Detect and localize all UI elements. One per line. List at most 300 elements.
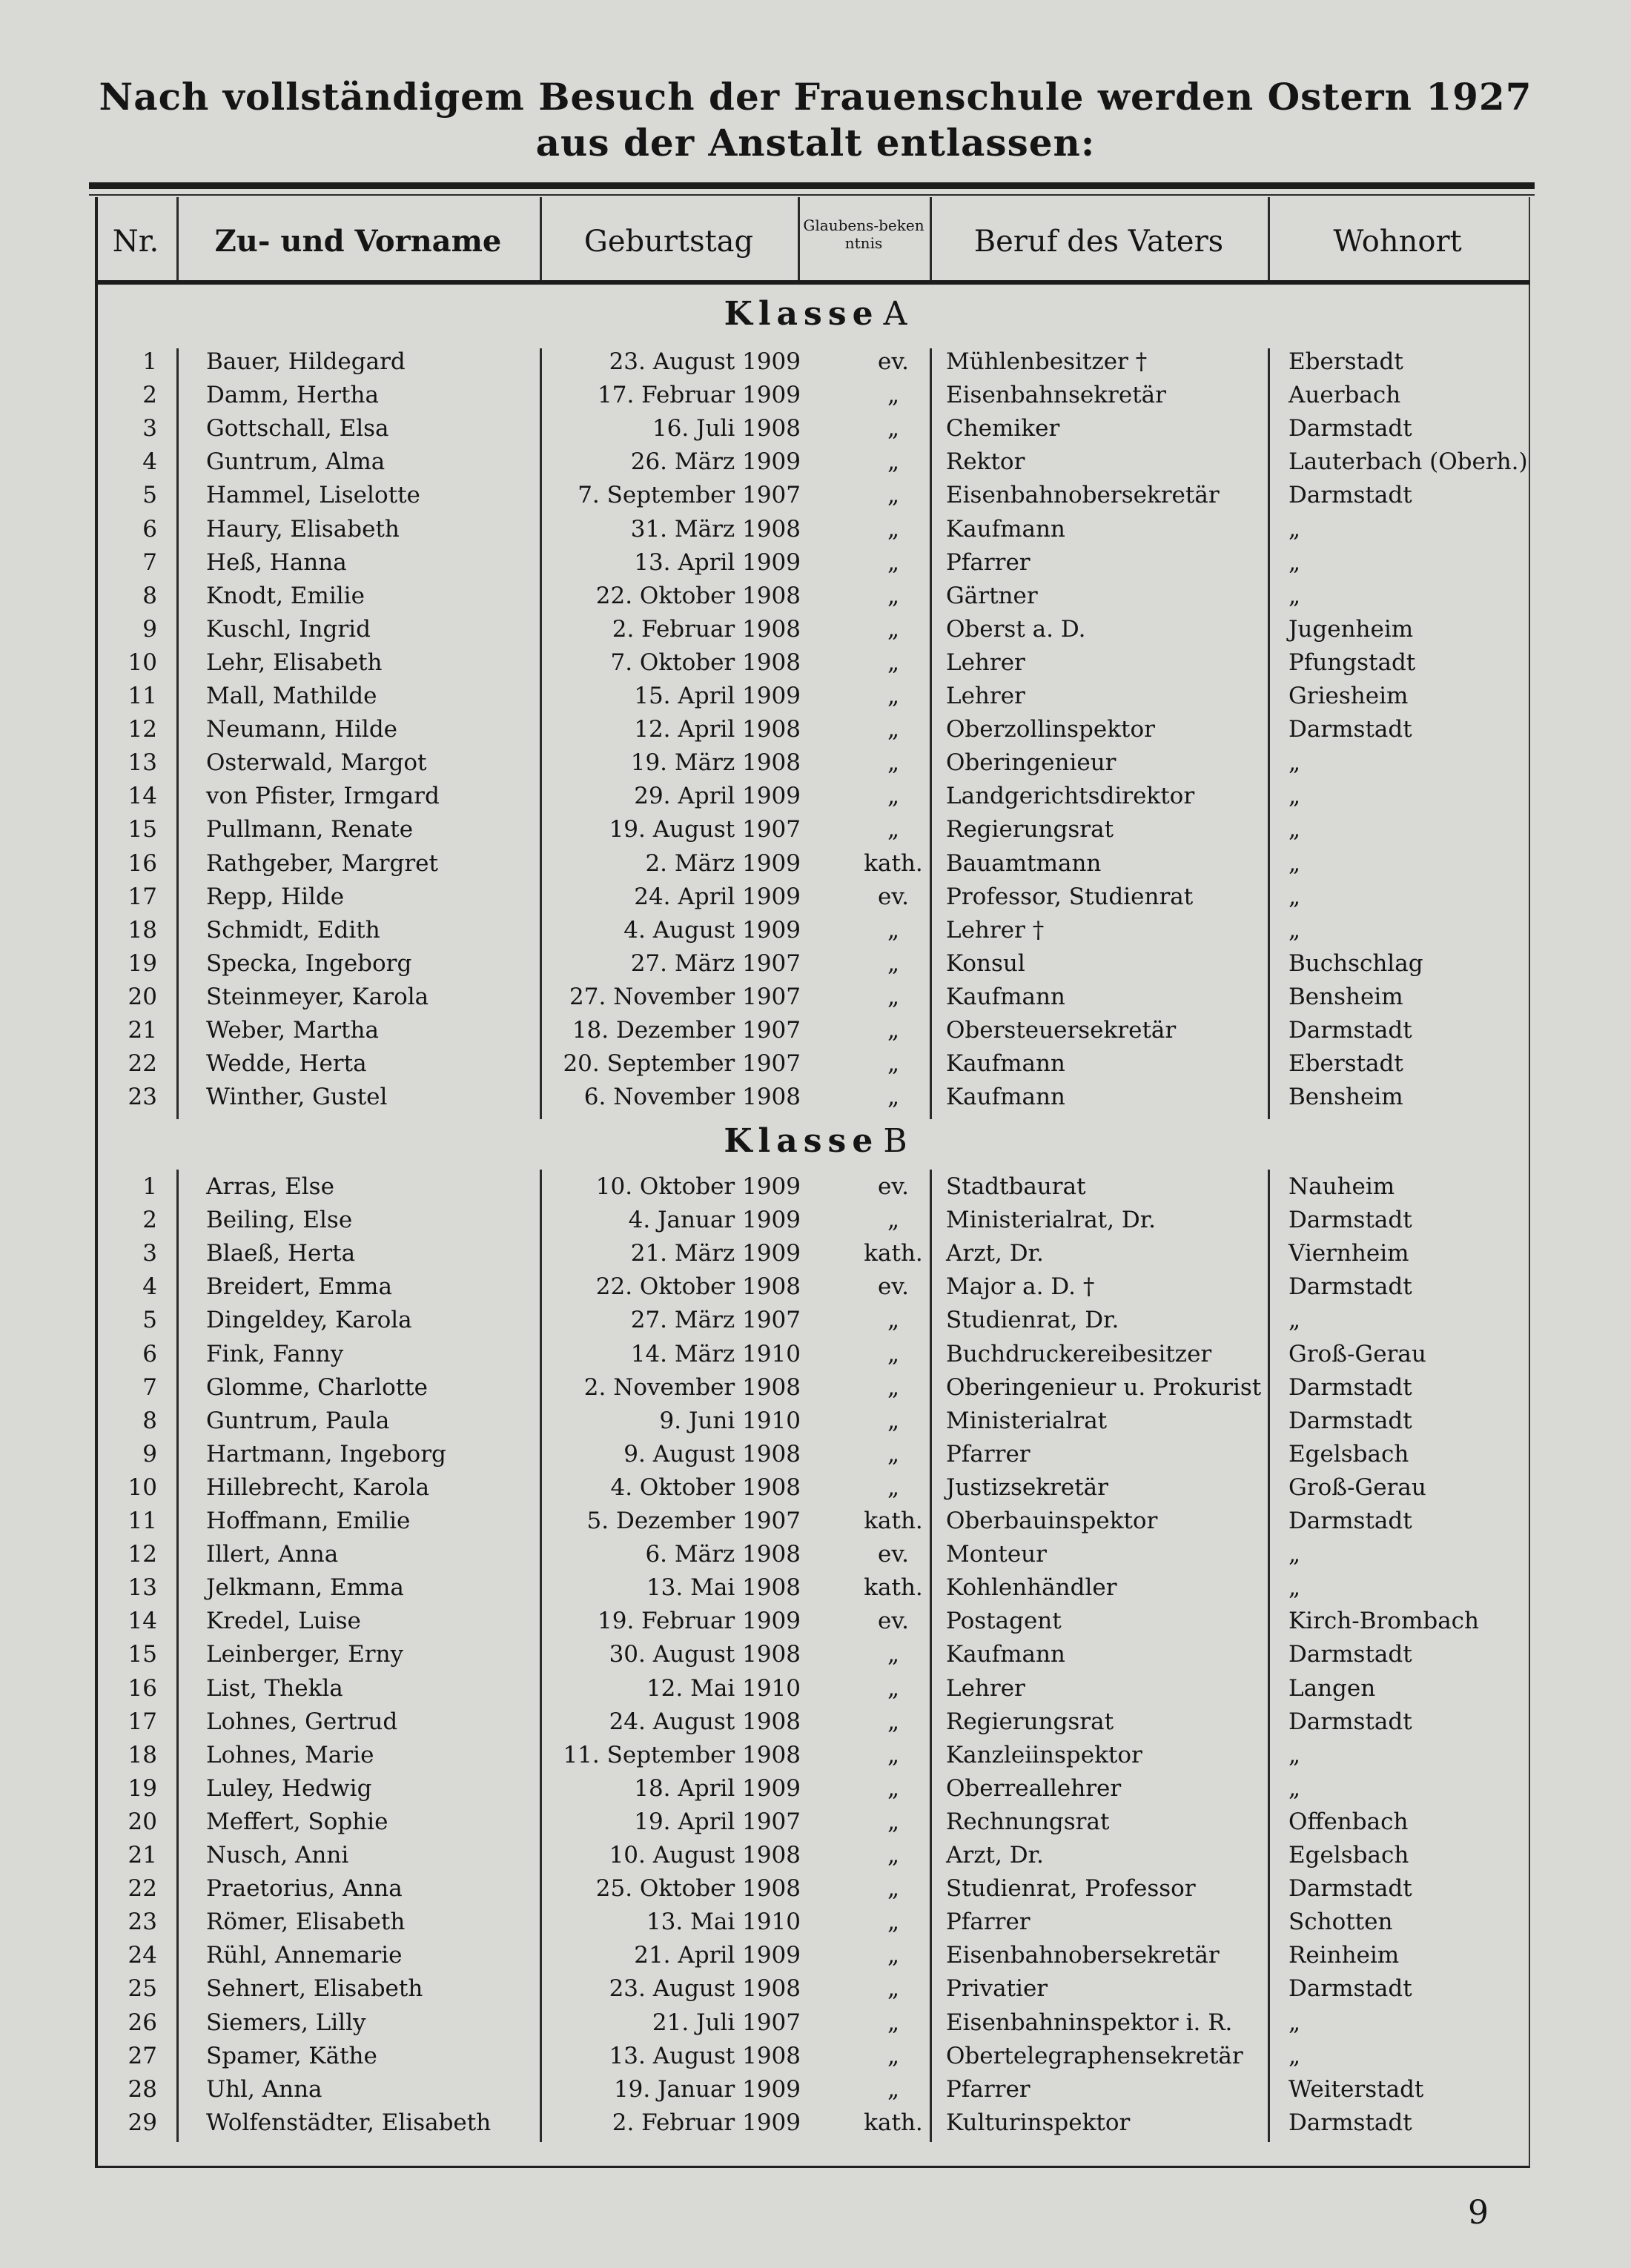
confession: „ — [887, 515, 900, 543]
table-row — [0, 1906, 1631, 1939]
residence: Buchschlag — [1288, 949, 1423, 977]
father-profession: Major a. D. † — [946, 1273, 1095, 1301]
student-name: Specka, Ingeborg — [206, 949, 412, 977]
confession: „ — [887, 1975, 900, 2003]
residence: „ — [1288, 1307, 1301, 1334]
father-profession: Pfarrer — [946, 1909, 1030, 1936]
student-name: Arras, Else — [206, 1173, 334, 1200]
father-profession: Arzt, Dr. — [946, 1842, 1044, 1869]
row-number: 6 — [142, 515, 157, 543]
father-profession: Konsul — [946, 949, 1025, 977]
birth-date: 15. April 1909 — [634, 683, 801, 709]
father-profession: Chemiker — [946, 415, 1060, 442]
table-row — [0, 1014, 1631, 1047]
student-name: Osterwald, Margot — [206, 749, 427, 777]
row-number: 2 — [142, 1207, 157, 1234]
student-name: Guntrum, Alma — [206, 448, 386, 476]
residence: Offenbach — [1288, 1808, 1409, 1835]
student-name: Hoffmann, Emilie — [206, 1508, 411, 1534]
table-row — [0, 1739, 1631, 1772]
table-row — [0, 1338, 1631, 1371]
birth-date: 21. März 1909 — [630, 1240, 801, 1267]
confession: „ — [887, 1909, 900, 1936]
student-name: Sehnert, Elisabeth — [206, 1975, 423, 2003]
page-title — [0, 74, 1631, 166]
student-name: von Pfister, Irmgard — [206, 783, 440, 810]
table-row — [0, 1705, 1631, 1739]
row-number: 23 — [128, 1084, 157, 1111]
father-profession: Regierungsrat — [946, 816, 1114, 843]
residence: Eberstadt — [1288, 1050, 1403, 1078]
father-profession: Justizsekretär — [946, 1473, 1108, 1501]
father-profession: Oberreallehrer — [946, 1774, 1122, 1802]
residence: Egelsbach — [1288, 1440, 1409, 1468]
confession: kath. — [864, 1240, 923, 1267]
birth-date: 14. März 1910 — [630, 1340, 801, 1367]
confession: „ — [887, 983, 900, 1010]
confession: „ — [887, 1307, 900, 1334]
confession: „ — [887, 1340, 900, 1367]
student-name: Rathgeber, Margret — [206, 849, 438, 877]
father-profession: Buchdruckereibesitzer — [946, 1340, 1212, 1367]
birth-date: 10. August 1908 — [609, 1842, 801, 1869]
father-profession: Kaufmann — [946, 1084, 1065, 1111]
section-class-a — [0, 295, 1631, 333]
row-number: 2 — [142, 382, 157, 409]
confession: „ — [887, 916, 900, 944]
title-line-1: Nach vollständigem Besuch der Frauenschule werden Ostern 1927 — [99, 75, 1532, 119]
residence: Pfungstadt — [1288, 649, 1416, 676]
header-residence: Wohnort — [1333, 225, 1462, 259]
table-row — [0, 646, 1631, 680]
section-class-b — [0, 1122, 1631, 1160]
row-number: 8 — [142, 1407, 157, 1434]
table-row — [0, 479, 1631, 512]
father-profession: Oberingenieur — [946, 749, 1116, 777]
header-nr: Nr. — [112, 225, 159, 259]
student-name: Illert, Anna — [206, 1541, 339, 1568]
residence: Darmstadt — [1288, 2109, 1412, 2136]
row-number: 16 — [128, 1674, 157, 1702]
confession: „ — [887, 482, 900, 509]
row-number: 10 — [128, 1473, 157, 1501]
birth-date: 18. Dezember 1907 — [572, 1017, 801, 1044]
table-row — [0, 1638, 1631, 1671]
table-row — [0, 412, 1631, 445]
header-separator — [95, 280, 1530, 285]
row-number: 22 — [128, 1050, 157, 1078]
table-row — [0, 1772, 1631, 1806]
row-number: 13 — [128, 749, 157, 777]
student-name: Weber, Martha — [206, 1017, 379, 1044]
confession: „ — [887, 1942, 900, 1969]
birth-date: 11. September 1908 — [563, 1741, 801, 1768]
student-name: Kuschl, Ingrid — [206, 615, 371, 643]
confession: „ — [887, 1741, 900, 1768]
student-name: Kredel, Luise — [206, 1608, 361, 1635]
table-row — [0, 1872, 1631, 1906]
student-name: Leinberger, Erny — [206, 1641, 404, 1668]
row-number: 21 — [128, 1017, 157, 1044]
table-row — [0, 881, 1631, 914]
birth-date: 22. Oktober 1908 — [595, 1273, 801, 1301]
residence: „ — [1288, 2009, 1301, 2036]
father-profession: Oberingenieur u. Prokurist — [946, 1373, 1262, 1401]
father-profession: Studienrat, Professor — [946, 1875, 1196, 1903]
residence: Darmstadt — [1288, 1207, 1412, 1234]
table-row — [0, 1270, 1631, 1304]
section-label: Klasse — [724, 1122, 879, 1160]
table-row — [0, 1939, 1631, 1972]
row-number: 12 — [128, 716, 157, 743]
student-name: Steinmeyer, Karola — [206, 983, 429, 1010]
birth-date: 18. April 1909 — [634, 1774, 801, 1802]
residence: Kirch-Brombach — [1288, 1608, 1480, 1635]
table-row — [0, 1405, 1631, 1438]
residence: Langen — [1288, 1674, 1376, 1702]
table-row — [0, 379, 1631, 412]
residence: „ — [1288, 883, 1301, 910]
row-number: 18 — [128, 916, 157, 944]
student-name: Damm, Hertha — [206, 382, 379, 409]
table-row — [0, 1371, 1631, 1405]
confession: „ — [887, 1774, 900, 1802]
student-name: Römer, Elisabeth — [206, 1909, 406, 1936]
table-row — [0, 1438, 1631, 1471]
row-number: 24 — [128, 1942, 157, 1969]
table-row — [0, 445, 1631, 479]
section-letter: B — [883, 1122, 907, 1160]
confession: kath. — [864, 1508, 923, 1534]
table-row — [0, 345, 1631, 379]
table-row — [0, 713, 1631, 746]
top-rule-thin — [89, 194, 1535, 196]
student-name: Uhl, Anna — [206, 2075, 322, 2103]
row-number: 6 — [142, 1340, 157, 1367]
confession: „ — [887, 1407, 900, 1434]
father-profession: Oberbauinspektor — [946, 1508, 1158, 1534]
residence: Groß-Gerau — [1288, 1340, 1426, 1367]
father-profession: Bauamtmann — [946, 849, 1102, 877]
residence: „ — [1288, 1774, 1301, 1802]
father-profession: Studienrat, Dr. — [946, 1307, 1119, 1334]
birth-date: 10. Oktober 1909 — [595, 1173, 801, 1200]
residence: Darmstadt — [1288, 482, 1412, 509]
father-profession: Lehrer — [946, 649, 1025, 676]
residence: Reinheim — [1288, 1942, 1400, 1969]
birth-date: 16. Juli 1908 — [652, 415, 801, 442]
birth-date: 21. April 1909 — [634, 1942, 801, 1969]
table-row — [0, 1839, 1631, 1872]
birth-date: 7. Oktober 1908 — [610, 649, 801, 676]
father-profession: Pfarrer — [946, 1440, 1030, 1468]
row-number: 3 — [142, 415, 157, 442]
student-name: Breidert, Emma — [206, 1273, 392, 1301]
birth-date: 31. März 1908 — [630, 515, 801, 543]
student-name: Praetorius, Anna — [206, 1875, 403, 1903]
student-name: Gottschall, Elsa — [206, 415, 389, 442]
confession: „ — [887, 649, 900, 676]
table-row — [0, 613, 1631, 646]
birth-date: 25. Oktober 1908 — [595, 1875, 801, 1903]
row-number: 10 — [128, 649, 157, 676]
row-number: 11 — [128, 683, 157, 709]
confession: „ — [887, 1875, 900, 1903]
table-row — [0, 2073, 1631, 2106]
table-row — [0, 1047, 1631, 1081]
father-profession: Privatier — [946, 1975, 1048, 2003]
residence: Darmstadt — [1288, 1708, 1412, 1735]
student-name: Siemers, Lilly — [206, 2009, 366, 2036]
father-profession: Obertelegraphensekretär — [946, 2042, 1243, 2069]
confession: „ — [887, 816, 900, 843]
birth-date: 2. Februar 1909 — [612, 2109, 801, 2136]
student-name: Heß, Hanna — [206, 548, 347, 576]
father-profession: Ministerialrat, Dr. — [946, 1207, 1156, 1234]
residence: Nauheim — [1288, 1173, 1395, 1200]
father-profession: Obersteuersekretär — [946, 1017, 1177, 1044]
row-number: 14 — [128, 1608, 157, 1635]
father-profession: Monteur — [946, 1541, 1047, 1568]
birth-date: 13. April 1909 — [634, 548, 801, 576]
row-number: 4 — [142, 448, 157, 476]
student-name: Hillebrecht, Karola — [206, 1473, 430, 1501]
row-number: 7 — [142, 1373, 157, 1401]
father-profession: Kaufmann — [946, 515, 1065, 543]
student-name: Mall, Mathilde — [206, 683, 377, 709]
birth-date: 13. Mai 1910 — [646, 1909, 801, 1936]
row-number: 18 — [128, 1741, 157, 1768]
row-number: 3 — [142, 1240, 157, 1267]
confession: „ — [887, 1440, 900, 1468]
table-row — [0, 680, 1631, 713]
row-number: 15 — [128, 1641, 157, 1668]
table-row — [0, 1806, 1631, 1839]
row-number: 26 — [128, 2009, 157, 2036]
birth-date: 24. April 1909 — [634, 883, 801, 910]
confession: „ — [887, 2042, 900, 2069]
residence: „ — [1288, 1574, 1301, 1602]
father-profession: Oberst a. D. — [946, 615, 1086, 643]
birth-date: 5. Dezember 1907 — [586, 1508, 801, 1534]
row-number: 20 — [128, 983, 157, 1010]
residence: Egelsbach — [1288, 1842, 1409, 1869]
birth-date: 4. August 1909 — [623, 916, 801, 944]
student-name: Bauer, Hildegard — [206, 348, 406, 375]
table-row — [0, 1204, 1631, 1237]
row-number: 13 — [128, 1574, 157, 1602]
student-name: Spamer, Käthe — [206, 2042, 377, 2069]
father-profession: Regierungsrat — [946, 1708, 1114, 1735]
birth-date: 9. August 1908 — [623, 1440, 801, 1468]
row-number: 1 — [142, 348, 157, 375]
header-birthday: Geburtstag — [583, 225, 754, 259]
confession: „ — [887, 1373, 900, 1401]
student-name: Blaeß, Herta — [206, 1240, 356, 1267]
confession: ev. — [877, 1541, 910, 1568]
top-rule — [89, 182, 1535, 189]
confession: „ — [887, 1017, 900, 1044]
residence: Darmstadt — [1288, 415, 1412, 442]
row-number: 17 — [128, 883, 157, 910]
residence: Eberstadt — [1288, 348, 1403, 375]
table-row — [0, 1304, 1631, 1337]
confession: kath. — [864, 1574, 923, 1602]
residence: Darmstadt — [1288, 1407, 1412, 1434]
student-name: Lohnes, Gertrud — [206, 1708, 398, 1735]
birth-date: 2. März 1909 — [645, 849, 801, 877]
confession: „ — [887, 415, 900, 442]
title-line-2: aus der Anstalt entlassen: — [535, 121, 1096, 165]
table-row — [0, 546, 1631, 580]
table-row — [0, 780, 1631, 813]
father-profession: Kulturinspektor — [946, 2109, 1131, 2136]
residence: Jugenheim — [1288, 615, 1414, 643]
row-number: 9 — [142, 615, 157, 643]
father-profession: Eisenbahnobersekretär — [946, 482, 1220, 509]
student-name: Wolfenstädter, Elisabeth — [206, 2109, 492, 2136]
confession: „ — [887, 1674, 900, 1702]
residence: Darmstadt — [1288, 1975, 1412, 2003]
residence: „ — [1288, 1541, 1301, 1568]
father-profession: Rektor — [946, 448, 1025, 476]
table-row — [0, 981, 1631, 1014]
row-number: 11 — [128, 1508, 157, 1534]
residence: „ — [1288, 1741, 1301, 1768]
student-name: Meffert, Sophie — [206, 1808, 388, 1835]
father-profession: Pfarrer — [946, 548, 1030, 576]
student-name: Glomme, Charlotte — [206, 1373, 429, 1401]
table-row — [0, 1237, 1631, 1270]
confession: kath. — [864, 2109, 923, 2136]
confession: „ — [887, 716, 900, 743]
birth-date: 19. Januar 1909 — [613, 2075, 801, 2103]
birth-date: 12. Mai 1910 — [646, 1674, 801, 1702]
birth-date: 2. November 1908 — [583, 1373, 801, 1401]
residence: „ — [1288, 849, 1301, 877]
father-profession: Oberzollinspektor — [946, 716, 1155, 743]
row-number: 15 — [128, 816, 157, 843]
confession: „ — [887, 382, 900, 409]
father-profession: Postagent — [946, 1608, 1062, 1635]
table-row — [0, 2006, 1631, 2040]
father-profession: Lehrer — [946, 1674, 1025, 1702]
father-profession: Kaufmann — [946, 1050, 1065, 1078]
confession: „ — [887, 1842, 900, 1869]
confession: „ — [887, 1207, 900, 1234]
row-number: 27 — [128, 2042, 157, 2069]
row-number: 9 — [142, 1440, 157, 1468]
student-name: Rühl, Annemarie — [206, 1942, 403, 1969]
header-confession: Glaubens-bekenntnis — [803, 216, 924, 252]
residence: „ — [1288, 916, 1301, 944]
confession: „ — [887, 2075, 900, 2103]
confession: „ — [887, 949, 900, 977]
birth-date: 24. August 1908 — [609, 1708, 801, 1735]
student-name: Winther, Gustel — [206, 1084, 388, 1111]
header-name: Zu- und Vorname — [214, 224, 502, 259]
student-name: Nusch, Anni — [206, 1842, 349, 1869]
birth-date: 19. März 1908 — [630, 749, 801, 777]
residence: Lauterbach (Oberh.) — [1288, 448, 1528, 476]
table-row — [0, 2040, 1631, 2073]
confession: ev. — [877, 348, 910, 375]
confession: „ — [887, 749, 900, 777]
table-row — [0, 1672, 1631, 1705]
table-row — [0, 1605, 1631, 1638]
page-number: 9 — [1468, 2194, 1489, 2232]
residence: Darmstadt — [1288, 1017, 1412, 1044]
residence: Darmstadt — [1288, 1373, 1412, 1401]
student-name: Lehr, Elisabeth — [206, 649, 383, 676]
row-number: 16 — [128, 849, 157, 877]
birth-date: 9. Juni 1910 — [659, 1407, 801, 1434]
row-number: 7 — [142, 548, 157, 576]
father-profession: Gärtner — [946, 582, 1038, 609]
confession: „ — [887, 448, 900, 476]
table-row — [0, 1505, 1631, 1538]
father-profession: Professor, Studienrat — [946, 883, 1194, 910]
birth-date: 6. November 1908 — [583, 1084, 801, 1111]
birth-date: 26. März 1909 — [630, 448, 801, 476]
section-letter: A — [883, 295, 907, 333]
residence: Darmstadt — [1288, 716, 1412, 743]
table-row — [0, 1538, 1631, 1571]
father-profession: Eisenbahninspektor i. R. — [946, 2009, 1233, 2036]
father-profession: Eisenbahnobersekretär — [946, 1942, 1220, 1969]
table-row — [0, 1471, 1631, 1505]
birth-date: 23. August 1908 — [609, 1975, 801, 2003]
father-profession: Rechnungsrat — [946, 1808, 1110, 1835]
residence: Schotten — [1288, 1909, 1393, 1936]
confession: „ — [887, 2009, 900, 2036]
confession: „ — [887, 582, 900, 609]
student-name: Dingeldey, Karola — [206, 1307, 412, 1334]
birth-date: 27. November 1907 — [569, 983, 801, 1010]
row-number: 29 — [128, 2109, 157, 2136]
birth-date: 30. August 1908 — [609, 1641, 801, 1668]
father-profession: Kaufmann — [946, 983, 1065, 1010]
birth-date: 12. April 1908 — [634, 716, 801, 743]
birth-date: 2. Februar 1908 — [612, 615, 801, 643]
father-profession: Lehrer † — [946, 916, 1045, 944]
birth-date: 7. September 1907 — [578, 482, 801, 509]
birth-date: 13. August 1908 — [609, 2042, 801, 2069]
header-father-profession: Beruf des Vaters — [973, 225, 1224, 259]
birth-date: 19. August 1907 — [609, 816, 801, 843]
residence: Darmstadt — [1288, 1875, 1412, 1903]
birth-date: 19. Februar 1909 — [598, 1608, 801, 1635]
row-number: 28 — [128, 2075, 157, 2103]
birth-date: 21. Juli 1907 — [652, 2009, 801, 2036]
residence: Bensheim — [1288, 983, 1403, 1010]
residence: Bensheim — [1288, 1084, 1403, 1111]
confession: „ — [887, 1473, 900, 1501]
student-name: Beiling, Else — [206, 1207, 353, 1234]
student-name: Guntrum, Paula — [206, 1407, 390, 1434]
table-row — [0, 513, 1631, 546]
confession: „ — [887, 548, 900, 576]
row-number: 5 — [142, 1307, 157, 1334]
residence: Groß-Gerau — [1288, 1473, 1426, 1501]
row-number: 5 — [142, 482, 157, 509]
confession: „ — [887, 1084, 900, 1111]
column-divider — [798, 197, 800, 280]
residence: Viernheim — [1288, 1240, 1409, 1267]
birth-date: 23. August 1909 — [609, 348, 801, 375]
father-profession: Landgerichtsdirektor — [946, 783, 1195, 810]
father-profession: Pfarrer — [946, 2075, 1030, 2103]
